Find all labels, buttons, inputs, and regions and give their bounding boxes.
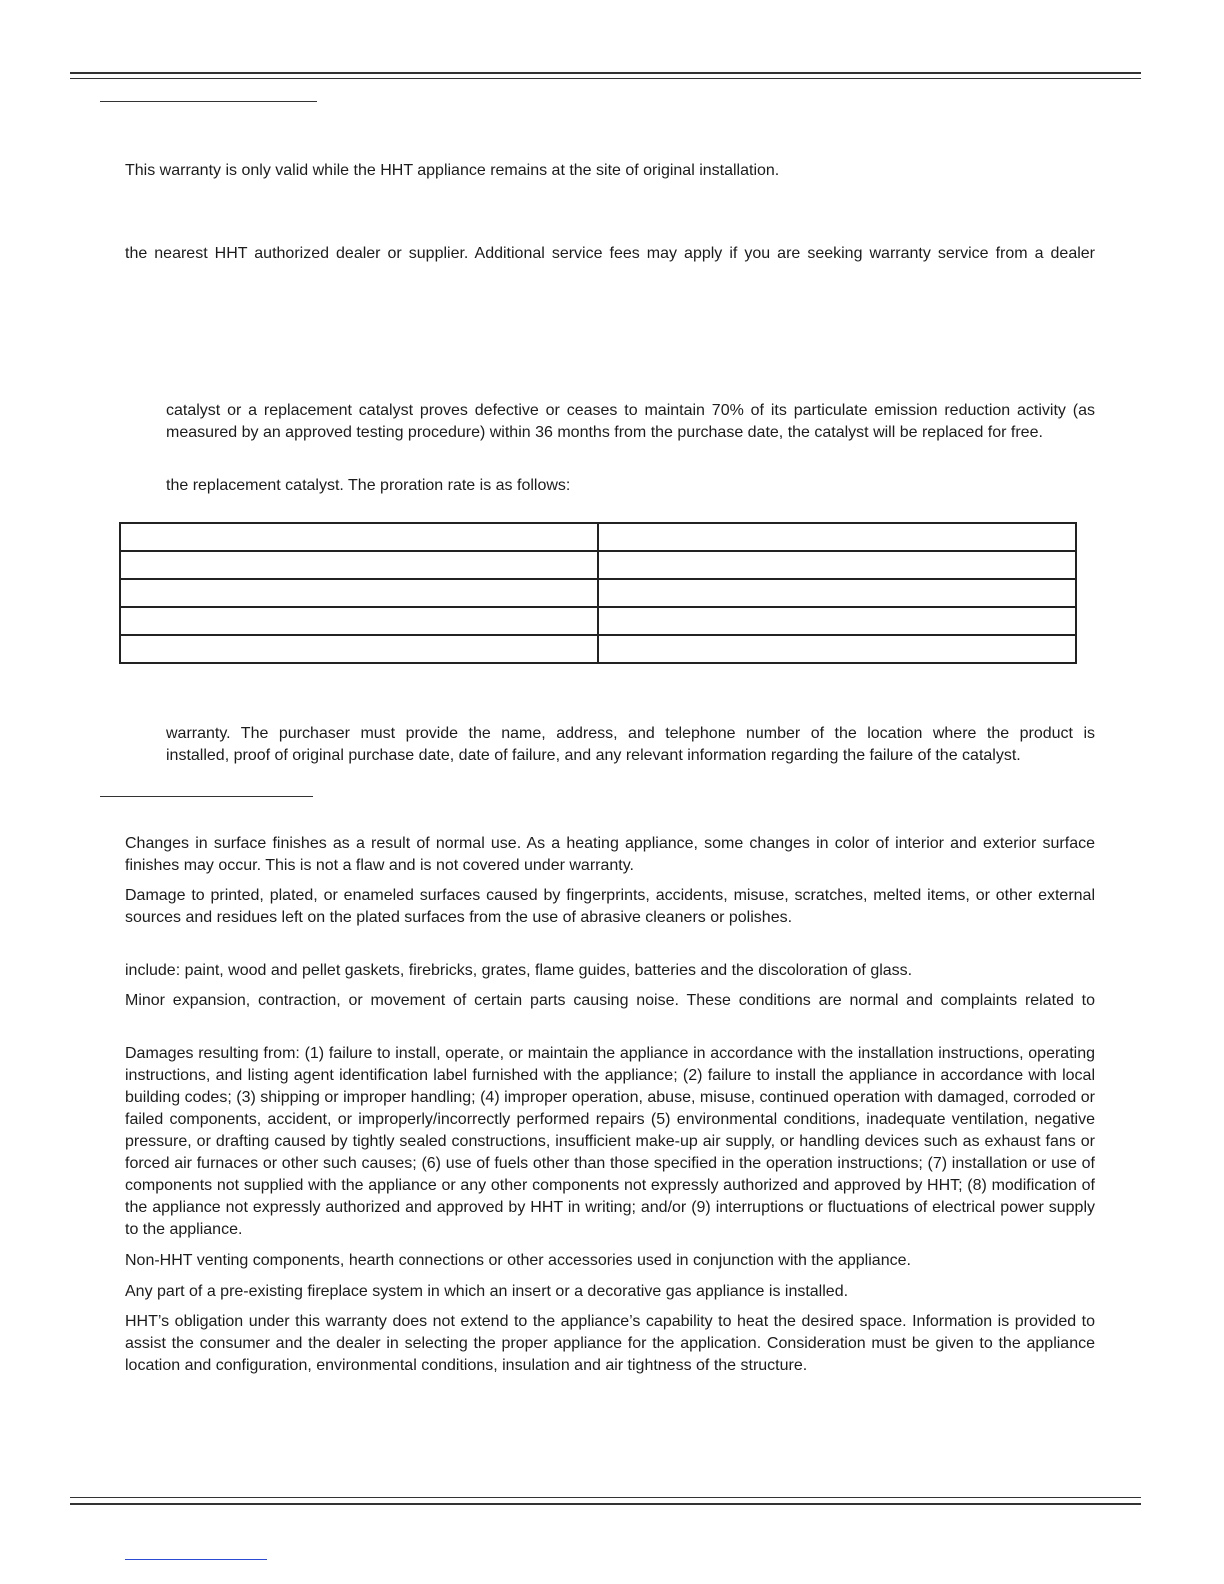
table-row (120, 635, 1076, 663)
table-row (120, 579, 1076, 607)
section-heading-underline (100, 101, 317, 102)
exclusion-noise: Minor expansion, contraction, or movement of certain parts causing noise. These conditions are normal and complaints related to (125, 992, 1095, 1009)
catalyst-para-line-2: measured by an approved testing procedure) within 36 months from the purchase date, the catalyst will be replaced for free. (166, 424, 1043, 441)
proration-intro: the replacement catalyst. The proration rate is as follows: (166, 477, 571, 494)
header-rule-bottom (70, 78, 1141, 79)
exclusion-wear-parts: include: paint, wood and pellet gaskets, firebricks, grates, flame guides, batteries and the discoloration of glass. (125, 962, 913, 979)
footer-rule-bottom (70, 1503, 1141, 1505)
table-cell (598, 551, 1076, 579)
table-cell (120, 551, 598, 579)
claim-line-1: warranty. The purchaser must provide the name, address, and telephone number of the location where the product is (166, 725, 1095, 742)
dealer-service-line: the nearest HHT authorized dealer or supplier. Additional service fees may apply if you are seeking warranty service from a dealer (125, 245, 1095, 262)
table-cell (120, 607, 598, 635)
table-row (120, 607, 1076, 635)
table-cell (120, 635, 598, 663)
exclusions-heading-underline (100, 796, 313, 797)
table-row (120, 523, 1076, 551)
exclusion-capability: HHT’s obligation under this warranty does not extend to the appliance’s capability to heat the desired space. Information is provided to assist the consumer and the dealer in selecting the proper appliance for the application. Consideration must be given to the appliance location and configuration, environmental conditions, insulation and air tightness of the structure. (125, 1313, 1095, 1374)
table-cell (598, 635, 1076, 663)
valid-site-line: This warranty is only valid while the HHT appliance remains at the site of original installation. (125, 162, 780, 179)
table-cell (598, 607, 1076, 635)
exclusion-damages-resulting: Damages resulting from: (1) failure to install, operate, or maintain the appliance in accordance with the installation instructions, operating instructions, and listing agent identification label furnished with the appliance; (2) failure to install the appliance in accordance with local building codes; (3) shipping or improper handling; (4) improper operation, abuse, misuse, continued operation with damaged, corroded or failed components, accident, or improperly/incorrectly performed repairs (5) environmental conditions, inadequate ventilation, negative pressure, or drafting caused by tightly sealed constructions, insufficient make-up air supply, or handling devices such as exhaust fans or forced air furnaces or other such causes; (6) use of fuels other than those specified in the operation instructions; (7) installation or use of components not supplied with the appliance or any other components not expressly authorized and approved by HHT; (8) modification of the appliance not expressly authorized and approved by HHT in writing; and/or (9) interruptions or fluctuations of electrical power supply to the appliance. (125, 1045, 1095, 1238)
table-cell (598, 579, 1076, 607)
claim-line-2: installed, proof of original purchase date, date of failure, and any relevant information regarding the failure of the catalyst. (166, 747, 1021, 764)
footer-rule-top (70, 1497, 1141, 1498)
footer-link-underline[interactable] (125, 1559, 267, 1560)
header-rule-top (70, 72, 1141, 74)
proration-table (119, 522, 1077, 664)
exclusion-damage-surfaces: Damage to printed, plated, or enameled surfaces caused by fingerprints, accidents, misuse, scratches, melted items, or other external sources and residues left on the plated surfaces from the use of abrasive cleaners or polishes. (125, 887, 1095, 926)
exclusion-surface-finishes: Changes in surface finishes as a result of normal use. As a heating appliance, some changes in color of interior and exterior surface finishes may occur. This is not a flaw and is not covered under warranty. (125, 835, 1095, 874)
catalyst-para-line-1: catalyst or a replacement catalyst proves defective or ceases to maintain 70% of its particulate emission reduction activity (as (166, 402, 1095, 419)
exclusion-non-hht: Non-HHT venting components, hearth connections or other accessories used in conjunction with the appliance. (125, 1252, 911, 1269)
table-row (120, 551, 1076, 579)
table-cell (120, 523, 598, 551)
exclusion-pre-existing: Any part of a pre-existing fireplace system in which an insert or a decorative gas appliance is installed. (125, 1283, 849, 1300)
table-cell (120, 579, 598, 607)
table-cell (598, 523, 1076, 551)
